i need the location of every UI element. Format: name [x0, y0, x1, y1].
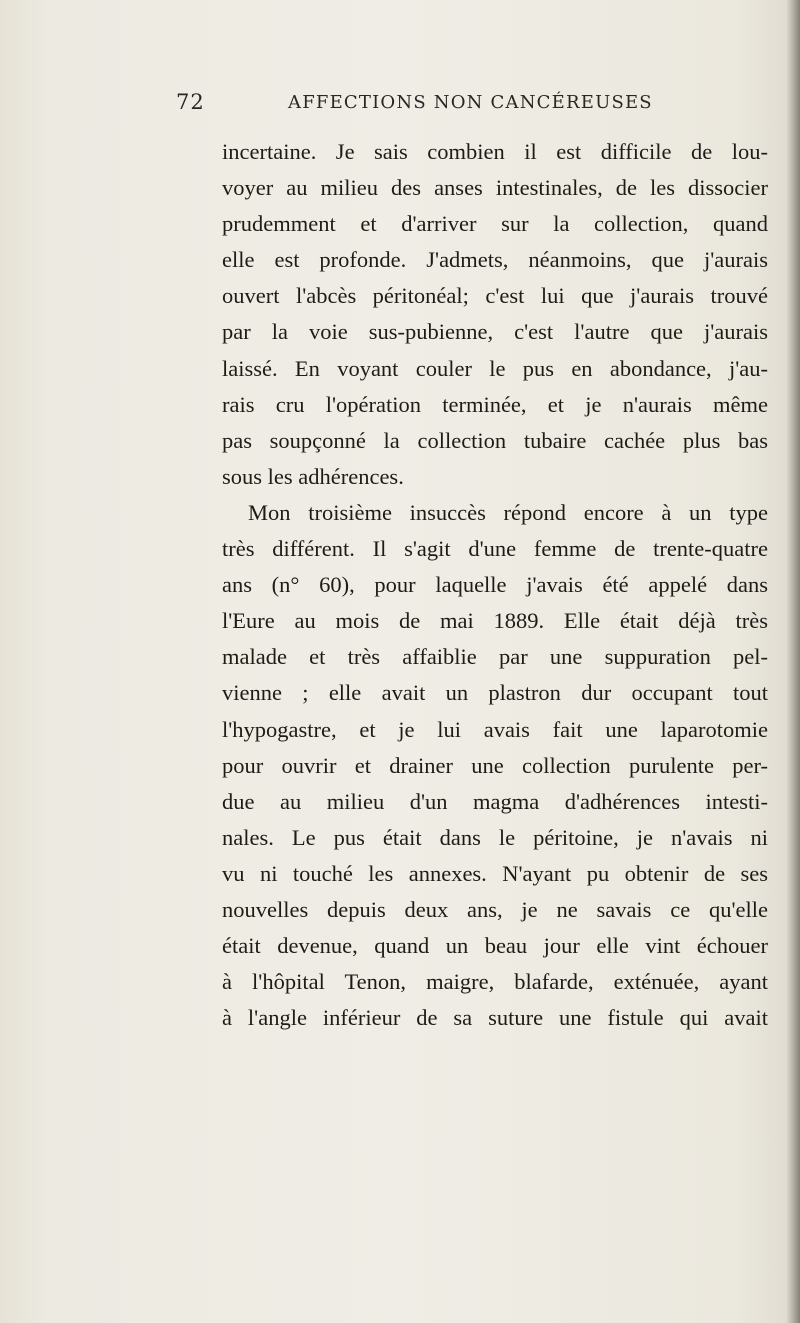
text-line: vu ni touché les annexes. N'ayant pu obtenir de ses: [222, 860, 768, 886]
body-text: [222, 134, 768, 1036]
text-line: malade et très affaiblie par une suppuration pel-: [222, 644, 768, 670]
text-line: ans (n° 60), pour laquelle j'avais été appelé dans: [222, 572, 768, 598]
text-line: voyer au milieu des anses intestinales, de les dissocier: [222, 175, 768, 201]
chapter-title: AFFECTIONS NON CANCÉREUSES: [288, 92, 653, 113]
text-line: vienne ; elle avait un plastron dur occupant tout: [222, 680, 768, 706]
text-line: l'Eure au mois de mai 1889. Elle était déjà très: [222, 608, 768, 634]
text-line: l'hypogastre, et je lui avais fait une laparotomie: [222, 716, 768, 742]
text-line: à l'hôpital Tenon, maigre, blafarde, exténuée, ayant: [222, 969, 768, 995]
text-line: rais cru l'opération terminée, et je n'aurais même: [222, 391, 768, 417]
text-line: à l'angle inférieur de sa suture une fistule qui avait: [222, 1005, 768, 1031]
text-line: elle est profonde. J'admets, néanmoins, que j'aurais: [222, 247, 768, 273]
text-line: nouvelles depuis deux ans, je ne savais ce qu'elle: [222, 896, 768, 922]
running-head: [0, 90, 800, 120]
text-line: pour ouvrir et drainer une collection purulente per-: [222, 752, 768, 778]
text-line: due au milieu d'un magma d'adhérences intesti-: [222, 788, 768, 814]
text-line: laissé. En voyant couler le pus en abondance, j'au-: [222, 355, 768, 381]
text-line: nales. Le pus était dans le péritoine, je n'avais ni: [222, 824, 768, 850]
page-number: 72: [176, 90, 205, 114]
text-line: ouvert l'abcès péritonéal; c'est lui que j'aurais trouvé: [222, 283, 768, 309]
text-line: pas soupçonné la collection tubaire cachée plus bas: [222, 427, 768, 453]
text-line: incertaine. Je sais combien il est difficile de lou-: [222, 139, 768, 164]
text-line: était devenue, quand un beau jour elle vint échouer: [222, 933, 768, 959]
text-line: prudemment et d'arriver sur la collection, quand: [222, 211, 768, 237]
text-line: très différent. Il s'agit d'une femme de trente-quatre: [222, 536, 768, 562]
page-edge-shadow: [786, 0, 800, 1323]
text-line: par la voie sus-pubienne, c'est l'autre que j'aurais: [222, 319, 768, 345]
text-line-paragraph-end: sous les adhérences.: [222, 463, 404, 489]
text-line-paragraph-start: Mon troisième insuccès répond encore à un type: [248, 499, 768, 525]
